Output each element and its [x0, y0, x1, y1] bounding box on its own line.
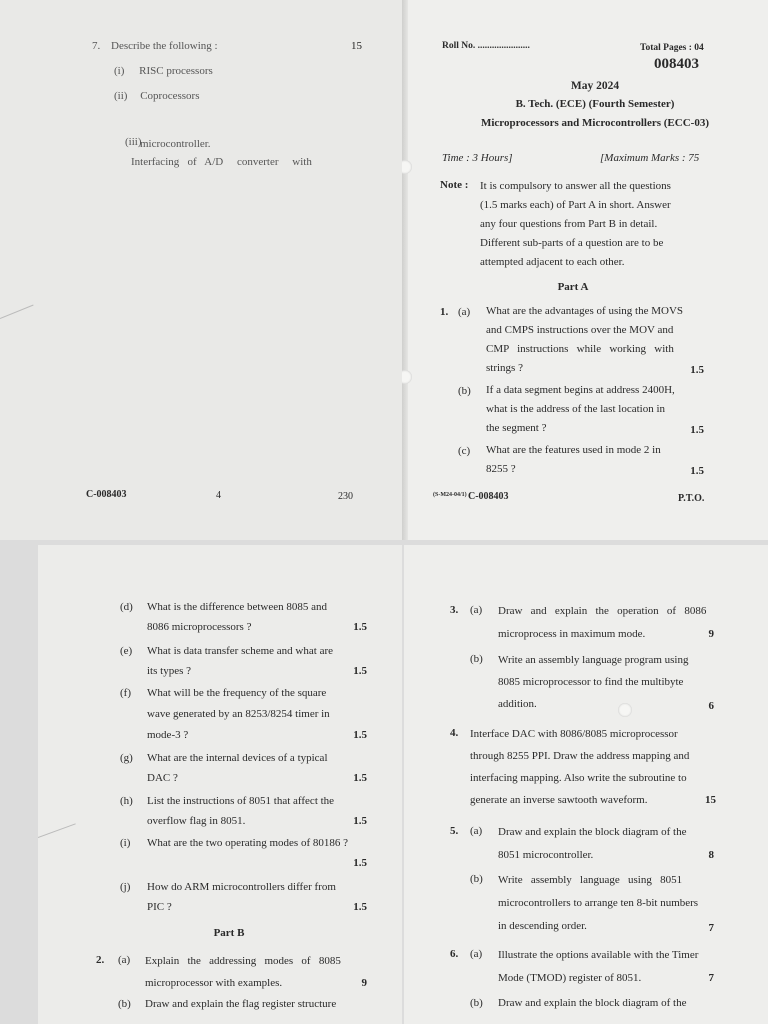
- q1b-text: [486, 381, 704, 438]
- q3a-marks: 9: [708, 628, 714, 640]
- question-line: What are the internal devices of a typical: [147, 752, 328, 764]
- question-line: strings ?: [486, 362, 523, 374]
- question-line: DAC ?: [147, 772, 178, 784]
- q5a-label: (a): [470, 825, 483, 837]
- q7-item-3-cont: microcontroller.: [140, 138, 211, 150]
- question-line: mode-3 ?: [147, 729, 189, 741]
- question-line: What is data transfer scheme and what are: [147, 645, 333, 657]
- paper-crease: [0, 305, 34, 319]
- question-line: PIC ?: [147, 901, 172, 913]
- question-line: If a data segment begins at address 2400H,: [486, 384, 675, 396]
- page-1-sheet: [402, 0, 768, 540]
- q7-header: [92, 36, 362, 56]
- question-line: through 8255 PPI. Draw the address mapping and: [470, 750, 690, 762]
- question-line: Draw and explain the flag register structure: [145, 998, 337, 1010]
- question-line: What are the two operating modes of 80186 ?: [147, 837, 348, 849]
- paper-crease: [38, 823, 76, 838]
- exam-date: May 2024: [570, 80, 620, 92]
- q1j-text: [147, 877, 367, 917]
- page-4-sheet: [0, 0, 402, 540]
- question-line: List the instructions of 8051 that affect the: [147, 795, 335, 807]
- q1a-marks: 1.5: [690, 364, 704, 376]
- q2-number: 2.: [96, 954, 105, 966]
- q1j-label: (j): [120, 881, 131, 893]
- q2b-text: [145, 994, 367, 1014]
- q1c-label: (c): [458, 445, 471, 457]
- page-3-sheet: [404, 545, 768, 1024]
- question-line: overflow flag in 8051.: [147, 815, 246, 827]
- footer-series: (S-M24-04/1): [433, 492, 467, 498]
- q6-number: 6.: [450, 948, 459, 960]
- item-num: (i): [114, 65, 125, 77]
- roll-number: Roll No. ......................: [442, 41, 530, 51]
- q6a-marks: 7: [708, 972, 714, 984]
- note-line: any four questions from Part B in detail.: [480, 218, 658, 230]
- question-line: What are the advantages of using the MOVS: [486, 305, 684, 317]
- q1d-text: [147, 597, 367, 637]
- max-marks: [Maximum Marks : 75: [600, 152, 700, 164]
- q2a-marks: 9: [361, 977, 367, 989]
- q3-number: 3.: [450, 604, 459, 616]
- note-line: attempted adjacent to each other.: [480, 256, 625, 268]
- page-gutter: [402, 0, 408, 540]
- q2a-text: [145, 950, 367, 994]
- question-line: wave generated by an 8253/8254 timer in: [147, 708, 330, 720]
- q1b-label: (b): [458, 385, 471, 397]
- q3b-label: (b): [470, 653, 483, 665]
- q4-text: [470, 723, 716, 811]
- q5b-text: [498, 869, 714, 938]
- part-a-heading: Part A: [557, 281, 589, 293]
- q1b-marks: 1.5: [690, 424, 704, 436]
- question-line: Explain the addressing modes of 8085: [145, 955, 341, 967]
- part-b-heading: Part B: [213, 927, 245, 939]
- q5b-label: (b): [470, 873, 483, 885]
- item-num: (ii): [114, 90, 128, 102]
- q1-number: 1.: [440, 306, 449, 318]
- q1f-marks: 1.5: [353, 729, 367, 741]
- q4-marks: 15: [705, 794, 716, 806]
- subject-title: Microprocessors and Microcontrollers (ECC-03): [480, 117, 709, 129]
- question-line: What will be the frequency of the square: [147, 687, 327, 699]
- q1h-label: (h): [120, 795, 133, 807]
- question-line: 8085 microprocessor to find the multibyte: [498, 676, 684, 688]
- question-line: 8255 ?: [486, 463, 516, 475]
- q5a-text: [498, 821, 714, 867]
- q1a-text: [486, 302, 704, 378]
- q1j-marks: 1.5: [353, 901, 367, 913]
- q1f-label: (f): [120, 687, 131, 699]
- question-line: CMP instructions while working with: [486, 343, 674, 355]
- question-line: Draw and explain the operation of 8086: [498, 605, 707, 617]
- q1i-text: [147, 833, 367, 873]
- item-num: (iii): [125, 136, 142, 148]
- question-line: generate an inverse sawtooth waveform.: [470, 794, 648, 806]
- question-line: Write an assembly language program using: [498, 654, 689, 666]
- q6a-text: [498, 944, 714, 990]
- q6a-label: (a): [470, 948, 483, 960]
- binding-hole: [402, 160, 412, 174]
- question-line: interfacing mapping. Also write the subroutine to: [470, 772, 687, 784]
- q1h-text: [147, 791, 367, 831]
- question-line: Draw and explain the block diagram of the: [498, 997, 687, 1009]
- q6b-text: [498, 993, 714, 1013]
- item-text: Interfacing of A/D converter with: [131, 156, 312, 168]
- question-line: Write assembly language using 8051: [498, 874, 683, 886]
- q3b-text: [498, 649, 714, 715]
- question-line: addition.: [498, 698, 537, 710]
- question-line: 8051 microcontroller.: [498, 849, 594, 861]
- question-line: Draw and explain the block diagram of the: [498, 826, 687, 838]
- footer-pto: P.T.O.: [678, 493, 705, 504]
- question-line: microprocess in maximum mode.: [498, 628, 646, 640]
- note-label: Note :: [440, 179, 469, 191]
- question-line: How do ARM microcontrollers differ from: [147, 881, 336, 893]
- q3a-label: (a): [470, 604, 483, 616]
- total-pages: Total Pages : 04: [640, 43, 704, 53]
- note-line: It is compulsory to answer all the questions: [480, 180, 671, 192]
- q1c-marks: 1.5: [690, 465, 704, 477]
- item-text: RISC processors: [139, 65, 213, 77]
- course-title: B. Tech. (ECE) (Fourth Semester): [515, 98, 675, 110]
- question-line: What are the features used in mode 2 in: [486, 444, 661, 456]
- q1d-label: (d): [120, 601, 133, 613]
- question-line: in descending order.: [498, 920, 587, 932]
- q7-item-1: [114, 61, 374, 81]
- q1i-label: (i): [120, 837, 131, 849]
- question-line: What is the difference between 8085 and: [147, 601, 328, 613]
- q1e-text: [147, 641, 367, 681]
- page-2-sheet: [38, 545, 402, 1024]
- q2b-label: (b): [118, 998, 131, 1010]
- question-line: what is the address of the last location in: [486, 403, 666, 415]
- footer-code: C-008403: [468, 491, 509, 502]
- question-line: Interface DAC with 8086/8085 microprocessor: [470, 728, 678, 740]
- q1g-text: [147, 748, 367, 788]
- q1a-label: (a): [458, 306, 471, 318]
- q5a-marks: 8: [708, 849, 714, 861]
- question-line: its types ?: [147, 665, 191, 677]
- question-line: 8086 microprocessors ?: [147, 621, 252, 633]
- question-line: microprocessor with examples.: [145, 977, 283, 989]
- q3a-text: [498, 600, 714, 646]
- q4-number: 4.: [450, 727, 459, 739]
- note-body: [480, 177, 706, 272]
- binding-hole: [402, 370, 412, 384]
- q6b-label: (b): [470, 997, 483, 1009]
- question-line: microcontrollers to arrange ten 8-bit numbers: [498, 897, 699, 909]
- note-line: (1.5 marks each) of Part A in short. Answer: [480, 199, 671, 211]
- q1d-marks: 1.5: [353, 621, 367, 633]
- q7-item-2: [114, 86, 374, 106]
- q7-text: Describe the following :: [111, 40, 218, 52]
- q1c-text: [486, 441, 704, 479]
- q1e-marks: 1.5: [353, 665, 367, 677]
- q5-number: 5.: [450, 825, 459, 837]
- q1f-text: [147, 683, 367, 746]
- q3b-marks: 6: [708, 700, 714, 712]
- question-line: Mode (TMOD) register of 8051.: [498, 972, 642, 984]
- paper-code: 008403: [654, 56, 699, 72]
- q7-label: 7.: [92, 40, 101, 52]
- q5b-marks: 7: [708, 922, 714, 934]
- question-line: the segment ?: [486, 422, 547, 434]
- exam-time: Time : 3 Hours]: [442, 152, 513, 164]
- item-text: Coprocessors: [140, 90, 200, 102]
- q1h-marks: 1.5: [353, 815, 367, 827]
- q1g-label: (g): [120, 752, 133, 764]
- q1i-marks: 1.5: [353, 857, 367, 869]
- q7-marks: 15: [351, 40, 362, 52]
- q2a-label: (a): [118, 954, 131, 966]
- note-line: Different sub-parts of a question are to be: [480, 237, 664, 249]
- question-line: and CMPS instructions over the MOV and: [486, 324, 674, 336]
- footer-code: C-008403: [86, 489, 127, 500]
- footer-page-number: 4: [216, 490, 221, 501]
- question-line: Illustrate the options available with the Timer: [498, 949, 699, 961]
- q1e-label: (e): [120, 645, 133, 657]
- q1g-marks: 1.5: [353, 772, 367, 784]
- footer-print-count: 230: [338, 491, 353, 502]
